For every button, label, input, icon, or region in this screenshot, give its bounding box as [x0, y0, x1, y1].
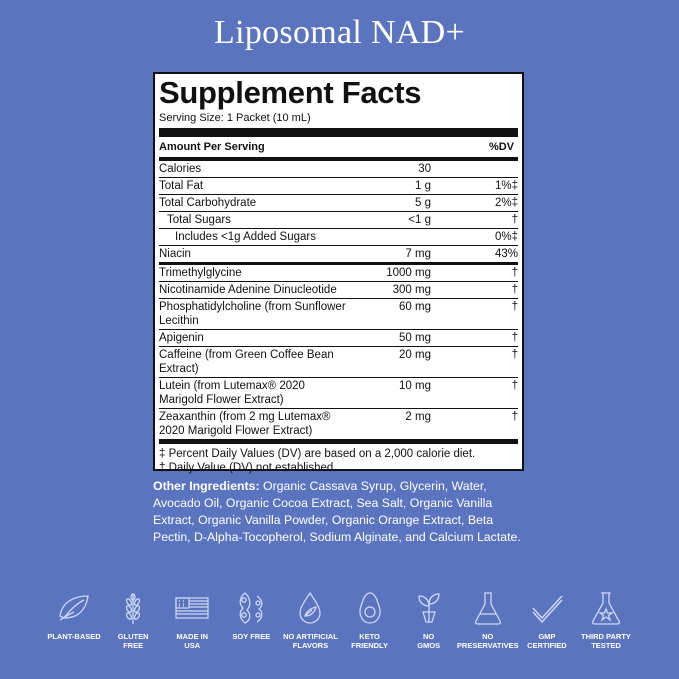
nutrient-dv: † [511, 349, 518, 361]
badge-gmp-certified [518, 590, 576, 650]
checkmark-icon [529, 590, 565, 626]
nutrient-name: Lutein (from Lutemax® 2020 Marigold Flower Extract) [159, 380, 305, 406]
nutrient-dv: † [511, 284, 518, 296]
footnote-percent-dv: ‡ Percent Daily Values (DV) are based on a 2,000 calorie diet. [159, 448, 476, 460]
nutrient-amount: 300 mg [392, 284, 431, 296]
nutrient-amount: 2 mg [405, 411, 431, 423]
nutrient-name: Zeaxanthin (from 2 mg Lutemax® 2020 Marigold Flower Extract) [159, 411, 331, 437]
us-flag-icon [174, 590, 210, 626]
other-ingredients-text: Organic Cassava Syrup, Glycerin, Water, Avocado Oil, Organic Cocoa Extract, Sea Salt, Organic Vanilla Extract, Organic Vanilla Powder, Organic Orange Extract, Beta Pectin, D-Alpha-Tocopherol, Sodium Alginate, and Calcium Lactate. [153, 479, 521, 544]
badge-no-artificial-flavors [281, 590, 339, 650]
badge-label: KETO FRIENDLY [351, 632, 388, 650]
sprout-icon [411, 590, 447, 626]
nutrient-amount: 50 mg [399, 332, 431, 344]
nutrient-name: Calories [159, 163, 202, 175]
avocado-icon [352, 590, 388, 626]
nutrient-name: Caffeine (from Green Coffee Bean Extract) [159, 349, 334, 375]
badge-label: NO GMOS [417, 632, 441, 650]
nutrient-dv: † [511, 267, 518, 279]
facts-row [159, 246, 518, 265]
nutrient-dv: 43% [494, 248, 518, 260]
nutrient-name: Trimethylglycine [159, 267, 242, 279]
nutrient-name: Niacin [159, 248, 191, 260]
amount-per-serving-header [159, 137, 518, 161]
nutrient-amount: 7 mg [405, 248, 431, 260]
nutrient-dv: 0%‡ [494, 231, 518, 243]
facts-row [159, 378, 518, 409]
dv-header: %DV [488, 141, 514, 153]
badge-label: GLUTEN FREE [117, 632, 149, 650]
nutrient-amount: <1 g [408, 214, 431, 226]
nutrient-name: Total Carbohydrate [159, 197, 257, 209]
badge-label: GMP CERTIFIED [527, 632, 567, 650]
badge-label: NO PRESERVATIVES [456, 632, 519, 650]
badge-label: NO ARTIFICIAL FLAVORS [283, 632, 338, 650]
badge-soy-free [222, 590, 280, 650]
facts-row [159, 409, 518, 444]
facts-row [159, 299, 518, 330]
wheat-icon [115, 590, 151, 626]
other-ingredients [153, 478, 533, 546]
facts-row [159, 265, 518, 282]
badge-keto-friendly [341, 590, 399, 650]
nutrient-amount: 10 mg [399, 380, 431, 392]
nutrient-dv: † [511, 214, 518, 226]
nutrient-amount: 60 mg [399, 301, 431, 313]
facts-row [159, 229, 518, 246]
facts-row [159, 161, 518, 178]
flask-icon [470, 590, 506, 626]
facts-row [159, 330, 518, 347]
badge-plant-based [45, 590, 103, 650]
footnote-dv-not-established: † Daily Value (DV) not established [159, 462, 334, 474]
facts-row [159, 282, 518, 299]
nutrient-dv: † [511, 411, 518, 423]
nutrient-dv: † [511, 301, 518, 313]
badge-no-gmos [400, 590, 458, 650]
badge-gluten-free [104, 590, 162, 650]
lab-flask-star-icon [588, 590, 624, 626]
nutrient-name: Apigenin [159, 332, 204, 344]
facts-row [159, 347, 518, 378]
nutrient-name: Total Sugars [167, 214, 231, 226]
nutrient-dv: 1%‡ [494, 180, 518, 192]
other-ingredients-label: Other Ingredients: [153, 479, 260, 493]
nutrient-amount: 1000 mg [386, 267, 431, 279]
badge-label: THIRD PARTY TESTED [581, 632, 631, 650]
nutrient-dv: 2%‡ [494, 197, 518, 209]
nutrient-name: Phosphatidylcholine (from Sunflower Lecithin [159, 301, 346, 327]
facts-row [159, 195, 518, 212]
product-title: Liposomal NAD+ [214, 14, 465, 51]
nutrient-amount: 30 [418, 163, 431, 175]
facts-heading: Supplement Facts [159, 75, 422, 110]
nutrient-amount [349, 230, 431, 244]
facts-row [159, 212, 518, 229]
nutrient-amount: 20 mg [399, 349, 431, 361]
nutrient-name: Nicotinamide Adenine Dinucleotide [159, 284, 337, 296]
serving-size: Serving Size: 1 Packet (10 mL) [159, 111, 518, 137]
badge-row [45, 590, 635, 650]
facts-row [159, 178, 518, 195]
badge-label: SOY FREE [232, 632, 271, 641]
nutrient-amount: 5 g [415, 197, 431, 209]
nutrient-dv [431, 162, 518, 176]
badge-label: PLANT-BASED [47, 632, 101, 641]
drop-leaf-icon [292, 590, 328, 626]
badge-no-preservatives [456, 590, 519, 650]
badge-made-in-usa [163, 590, 221, 650]
nutrient-dv: † [511, 332, 518, 344]
nutrient-name: Total Fat [159, 180, 204, 192]
nutrient-name: Includes <1g Added Sugars [175, 231, 316, 243]
leaf-icon [56, 590, 92, 626]
nutrient-amount: 1 g [415, 180, 431, 192]
soybean-icon [233, 590, 269, 626]
nutrient-dv: † [511, 380, 518, 392]
supplement-facts-panel [153, 72, 524, 474]
facts-footnotes [159, 444, 518, 475]
amount-per-serving-label: Amount Per Serving [159, 141, 265, 153]
badge-third-party-tested [577, 590, 635, 650]
badge-label: MADE IN USA [176, 632, 209, 650]
